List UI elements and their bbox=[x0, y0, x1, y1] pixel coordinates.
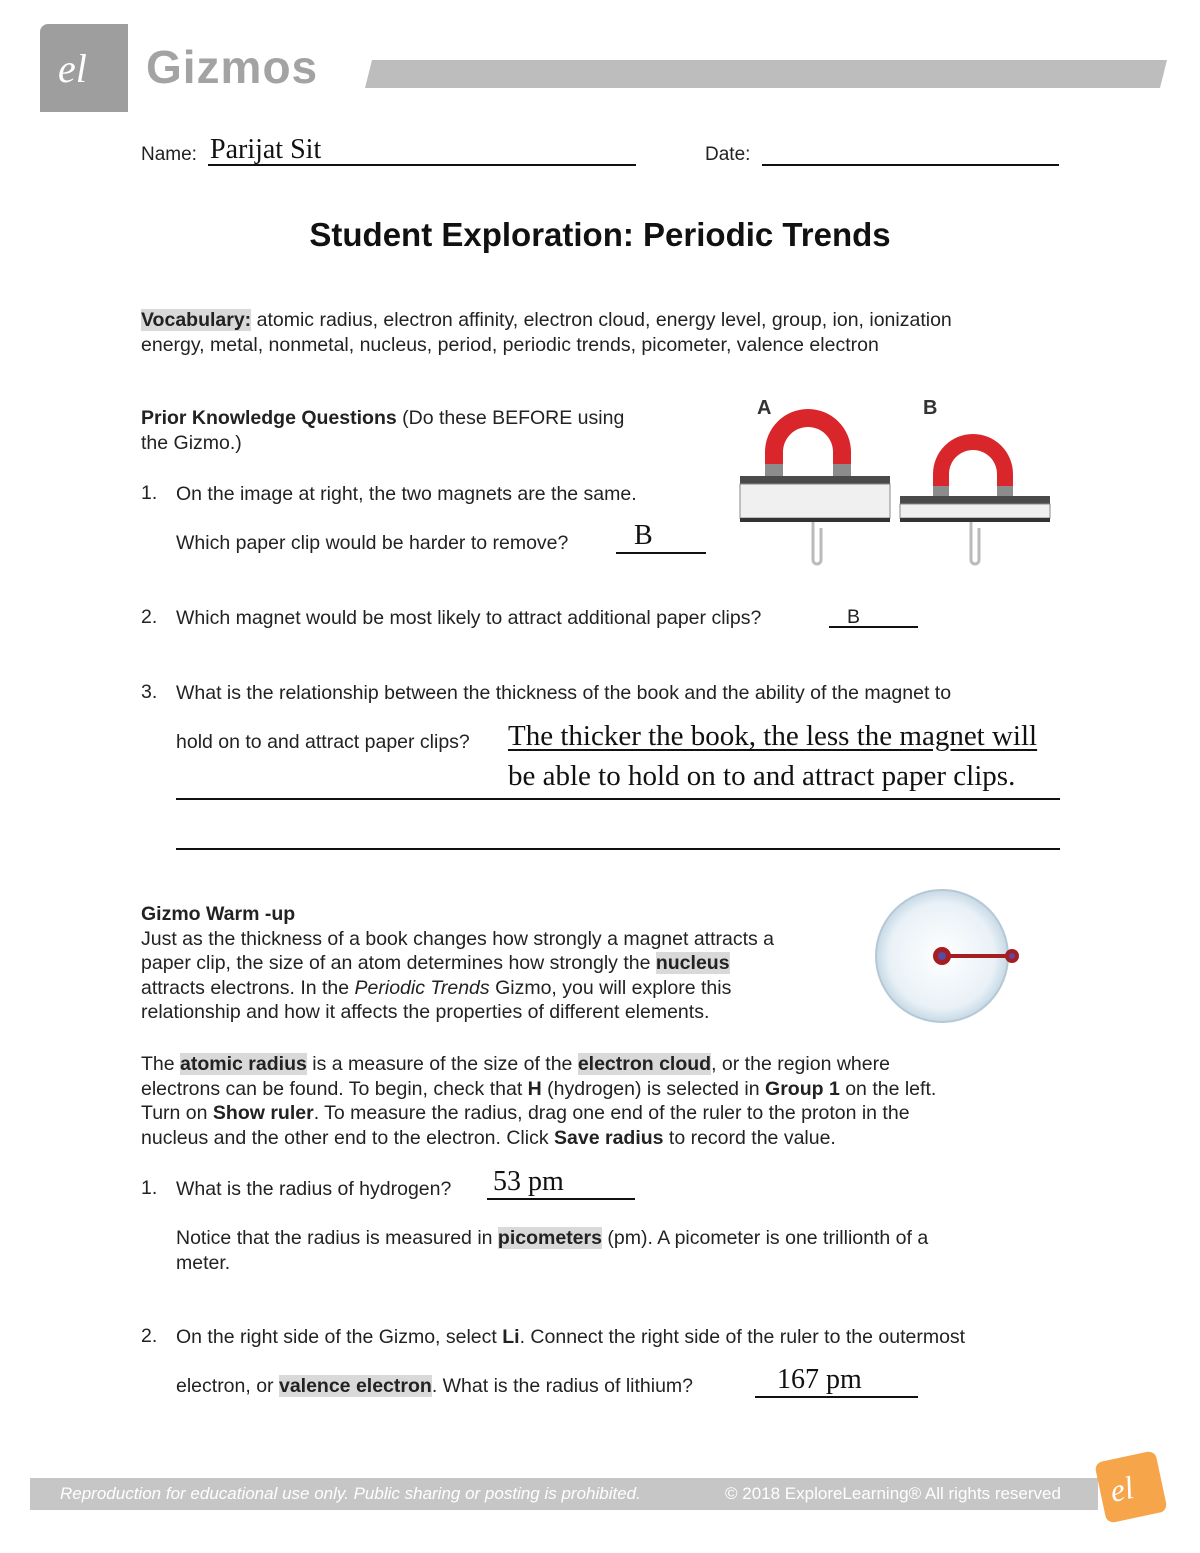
term-atomic-radius: atomic radius bbox=[180, 1053, 307, 1075]
vocabulary-label: Vocabulary: bbox=[141, 309, 252, 331]
paperclip-b bbox=[971, 522, 979, 564]
warmup-q1-note bbox=[176, 1226, 1056, 1275]
brand-logo bbox=[40, 24, 128, 112]
term-electron-cloud: electron cloud bbox=[577, 1053, 712, 1075]
p2-l2b: (hydrogen) is selected in bbox=[541, 1077, 766, 1100]
prior-q3-answer-rule-1[interactable] bbox=[176, 798, 1060, 800]
warmup-q1-text: What is the radius of hydrogen? bbox=[176, 1178, 452, 1200]
magnet-a bbox=[765, 409, 851, 476]
magnet-b bbox=[933, 434, 1013, 498]
prior-note1: (Do these BEFORE using bbox=[396, 407, 625, 429]
date-label: Date: bbox=[705, 144, 751, 165]
prior-q1-line2: Which paper clip would be harder to remove? bbox=[176, 532, 569, 554]
name-value: Parijat Sit bbox=[210, 134, 322, 165]
explorelearning-logo-icon bbox=[54, 44, 114, 94]
vocabulary-line2: energy, metal, nonmetal, nucleus, period, periodic trends, picometer, valence electron bbox=[141, 333, 879, 356]
p2-l1c: , or the region where bbox=[711, 1053, 890, 1075]
prior-q3-answer-line1: The thicker the book, the less the magnet will bbox=[508, 720, 1038, 752]
footer-bar bbox=[30, 1478, 1098, 1510]
prior-note2: the Gizmo.) bbox=[141, 431, 242, 454]
q2-l1a: On the right side of the Gizmo, select bbox=[176, 1326, 503, 1348]
prior-q3-answer-rule-2[interactable] bbox=[176, 848, 1060, 850]
warmup-p1-line3 bbox=[141, 976, 861, 1001]
prior-q2-answer-field[interactable] bbox=[829, 602, 918, 628]
prior-q1-line1: On the image at right, the two magnets are the same. bbox=[176, 483, 637, 505]
note-b: (pm). A picometer is one trillionth of a bbox=[601, 1227, 929, 1249]
q2-l2a: electron, or bbox=[176, 1375, 279, 1397]
q2-l2b: . What is the radius of lithium? bbox=[431, 1375, 694, 1397]
prior-q1-answer: B bbox=[634, 520, 653, 551]
prior-heading-block bbox=[141, 406, 701, 455]
magnets-figure bbox=[735, 392, 1055, 572]
warmup-q2-line1 bbox=[176, 1325, 1076, 1350]
figure-label-a: A bbox=[757, 397, 772, 419]
prior-q2-answer: B bbox=[847, 606, 861, 628]
prior-q3-answer-line2: be able to hold on to and attract paper clips. bbox=[508, 760, 1016, 792]
name-label: Name: bbox=[141, 144, 197, 165]
vocabulary bbox=[141, 308, 1081, 357]
footer-logo bbox=[1094, 1450, 1168, 1524]
term-valence-electron: valence electron bbox=[278, 1375, 432, 1397]
p2-l1b: is a measure of the size of the bbox=[306, 1053, 578, 1075]
p2-l1a: The bbox=[141, 1053, 181, 1075]
warmup-paragraph-2 bbox=[141, 1052, 1071, 1150]
atom-figure bbox=[872, 886, 1022, 1026]
p2-l3b: . To measure the radius, drag one end of the ruler to the proton in the bbox=[313, 1102, 910, 1124]
footer-copyright: © 2018 ExploreLearning® All rights reserved bbox=[725, 1484, 1061, 1503]
brand-name: Gizmos bbox=[146, 41, 319, 93]
warmup-p2-line4 bbox=[141, 1126, 1071, 1151]
figure-label-b: B bbox=[923, 397, 938, 419]
warmup-p2-line3 bbox=[141, 1101, 1071, 1126]
p2-l2a: electrons can be found. To begin, check that bbox=[141, 1077, 528, 1100]
paperclip-a bbox=[813, 522, 821, 564]
term-picometers: picometers bbox=[497, 1227, 602, 1249]
svg-text:el: el bbox=[1106, 1468, 1137, 1509]
warmup-q2-line2 bbox=[176, 1374, 776, 1399]
warmup-p1-line2 bbox=[141, 951, 861, 976]
vocabulary-line1: atomic radius, electron affinity, electron cloud, energy level, group, ion, ionization bbox=[256, 309, 952, 331]
prior-q3-number: 3. bbox=[141, 681, 158, 703]
warmup-q1-answer-field[interactable] bbox=[487, 1168, 635, 1200]
prior-q2-number: 2. bbox=[141, 606, 158, 628]
element-h: H bbox=[527, 1077, 542, 1100]
prior-q1-number: 1. bbox=[141, 482, 158, 504]
warmup-paragraph-1 bbox=[141, 902, 861, 1025]
p2-l4b: to record the value. bbox=[663, 1126, 836, 1149]
warmup-q2-number: 2. bbox=[141, 1325, 158, 1347]
warmup-q1-answer: 53 pm bbox=[493, 1166, 564, 1197]
book-a-cover bbox=[740, 476, 890, 484]
explorelearning-badge-icon bbox=[1104, 1462, 1158, 1513]
save-radius-term: Save radius bbox=[554, 1126, 664, 1149]
prior-heading: Prior Knowledge Questions bbox=[141, 407, 397, 429]
page-title: Student Exploration: Periodic Trends bbox=[309, 216, 891, 253]
warmup-q2-answer-field[interactable] bbox=[755, 1366, 918, 1398]
note-c: meter. bbox=[176, 1251, 231, 1274]
warmup-p1-line2-text: paper clip, the size of an atom determines how strongly the bbox=[141, 952, 656, 974]
prior-q3-line2: hold on to and attract paper clips? bbox=[176, 731, 470, 753]
p2-l2c: on the left. bbox=[839, 1077, 937, 1100]
warmup-p1-line1: Just as the thickness of a book changes how strongly a magnet attracts a bbox=[141, 927, 775, 950]
q2-l1b: . Connect the right side of the ruler to the outermost bbox=[519, 1326, 966, 1348]
p2-l4a: nucleus and the other end to the electron. Click bbox=[141, 1126, 555, 1149]
warmup-p1-line3-a: attracts electrons. In the bbox=[141, 976, 355, 999]
warmup-q2-answer: 167 pm bbox=[777, 1364, 862, 1395]
gizmo-name: Periodic Trends bbox=[354, 976, 490, 999]
date-field[interactable] bbox=[762, 136, 1059, 166]
book-a bbox=[740, 484, 890, 518]
warmup-p2-line1 bbox=[141, 1052, 1071, 1077]
book-b-cover bbox=[900, 496, 1050, 504]
footer-notice: Reproduction for educational use only. Public sharing or posting is prohibited. bbox=[60, 1484, 641, 1503]
show-ruler-term: Show ruler bbox=[212, 1102, 314, 1124]
warmup-heading: Gizmo Warm -up bbox=[141, 903, 296, 925]
warmup-q1-number: 1. bbox=[141, 1177, 158, 1199]
prior-q3-line1: What is the relationship between the thickness of the book and the ability of the magnet to bbox=[176, 682, 952, 704]
warmup-p1-line3-b: Gizmo, you will explore this bbox=[489, 976, 732, 999]
term-nucleus: nucleus bbox=[655, 952, 730, 974]
warmup-p2-line2 bbox=[141, 1077, 1071, 1102]
group-1: Group 1 bbox=[765, 1077, 840, 1100]
prior-q2-text: Which magnet would be most likely to attract additional paper clips? bbox=[176, 607, 762, 629]
prior-q1-answer-field[interactable] bbox=[616, 522, 706, 554]
warmup-p1-line4: relationship and how it affects the properties of different elements. bbox=[141, 1001, 710, 1023]
note-a: Notice that the radius is measured in bbox=[176, 1227, 498, 1249]
book-b bbox=[900, 504, 1050, 518]
name-field[interactable] bbox=[208, 136, 636, 166]
svg-text:el: el bbox=[58, 46, 87, 91]
p2-l3a: Turn on bbox=[141, 1102, 213, 1124]
header-bar bbox=[365, 60, 1167, 88]
element-li: Li bbox=[502, 1326, 520, 1348]
